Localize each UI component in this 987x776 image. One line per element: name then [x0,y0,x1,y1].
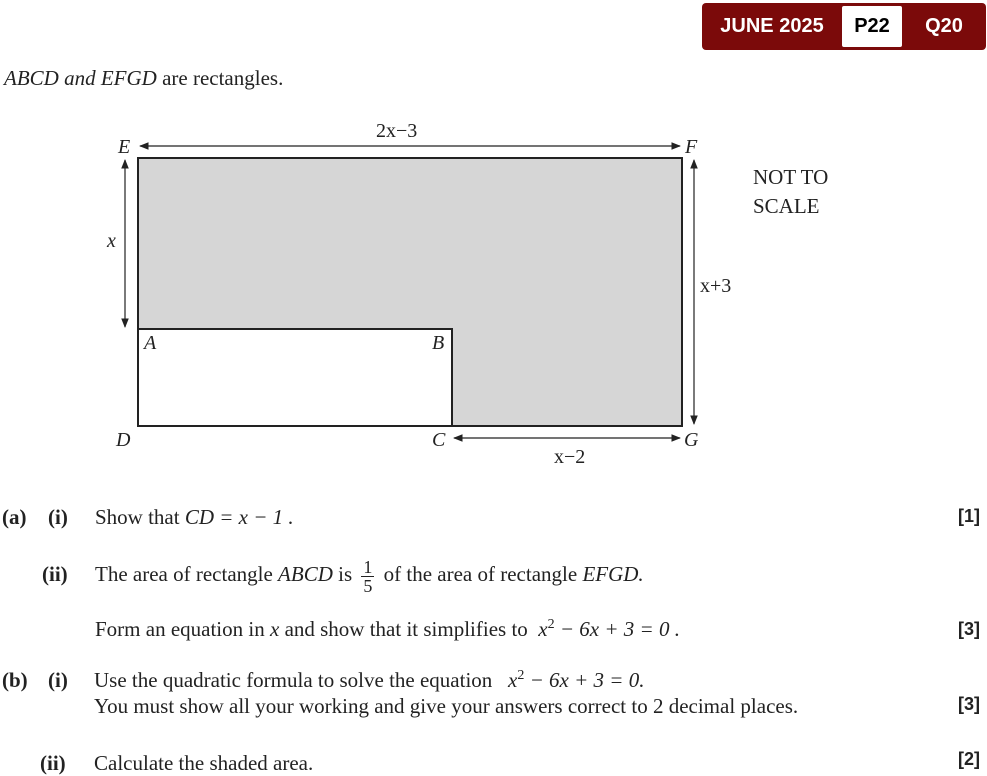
part-a-ii-eq-exponent: 2 [547,617,555,632]
right-length-label: x+3 [700,275,732,297]
left-length-label: x [107,230,116,252]
part-b-i-text: Use the quadratic formula to solve the equation [94,668,493,692]
question-number: Q20 [925,15,963,37]
part-b-i-mark: [3] [958,694,980,714]
part-a-i-math: CD = x − 1 . [184,505,294,529]
part-a-i-mark: [1] [958,506,980,526]
part-a-ii-form-x: x [269,617,280,641]
part-b-i-eq-rest: − 6x + 3 = 0. [529,668,645,692]
part-a-label: (a) [2,505,27,529]
intro-rest: are rectangles. [162,66,284,90]
part-b-ii-question: Calculate the shaded area. [94,751,314,775]
part-b-ii-mark: [2] [958,749,980,769]
part-a-ii-rect1: ABCD [278,562,333,586]
exam-month: JUNE 2025 [720,15,824,37]
part-b-i-eq-x: x [508,668,518,692]
vertex-label-d: D [116,429,131,451]
bottom-length-label: x−2 [554,446,586,468]
rectangle-abcd [138,329,452,426]
not-to-scale-line1: NOT TO [753,165,829,189]
vertex-label-c: C [432,429,446,451]
part-b-label: (b) [2,668,28,692]
vertex-label-e: E [118,136,131,158]
fraction-one-fifth [361,558,374,595]
part-a-ii-is: is [338,562,353,586]
part-b-i-question [94,668,644,693]
part-a-ii-instruction [95,617,680,642]
part-b-ii-label: (ii) [40,751,66,775]
part-a-ii-question [95,552,644,596]
part-b-i-instruction: You must show all your working and give your answers correct to 2 decimal places. [94,694,799,718]
part-a-i-label: (i) [48,505,68,529]
part-a-ii-form1: Form an equation in [95,617,265,641]
part-a-i-question [95,505,294,530]
not-to-scale-line2: SCALE [753,194,820,218]
part-a-i-text: Show that [95,505,180,529]
part-a-ii-mark: [3] [958,619,980,639]
part-a-ii-text1: The area of rectangle [95,562,273,586]
part-a-ii-eq-x: x [538,617,548,641]
part-b-i-label: (i) [48,668,68,692]
vertex-label-g: G [684,429,699,451]
part-a-ii-eq-rest: − 6x + 3 = 0 . [559,617,680,641]
intro-shapes: ABCD and EFGD [4,66,157,90]
part-a-ii-rect2: EFGD. [582,562,644,586]
top-length-label: 2x−3 [376,120,418,142]
paper-code: P22 [842,6,902,47]
vertex-label-f: F [685,136,698,158]
part-b-i-eq-exponent: 2 [517,668,525,683]
vertex-label-b: B [432,332,445,354]
fraction-numerator: 1 [363,556,373,577]
part-a-ii-label: (ii) [42,562,68,586]
vertex-label-a: A [144,332,157,354]
part-a-ii-form2: and show that it simplifies to [284,617,528,641]
part-a-ii-text2: of the area of rectangle [383,562,578,586]
fraction-denominator: 5 [363,575,373,596]
